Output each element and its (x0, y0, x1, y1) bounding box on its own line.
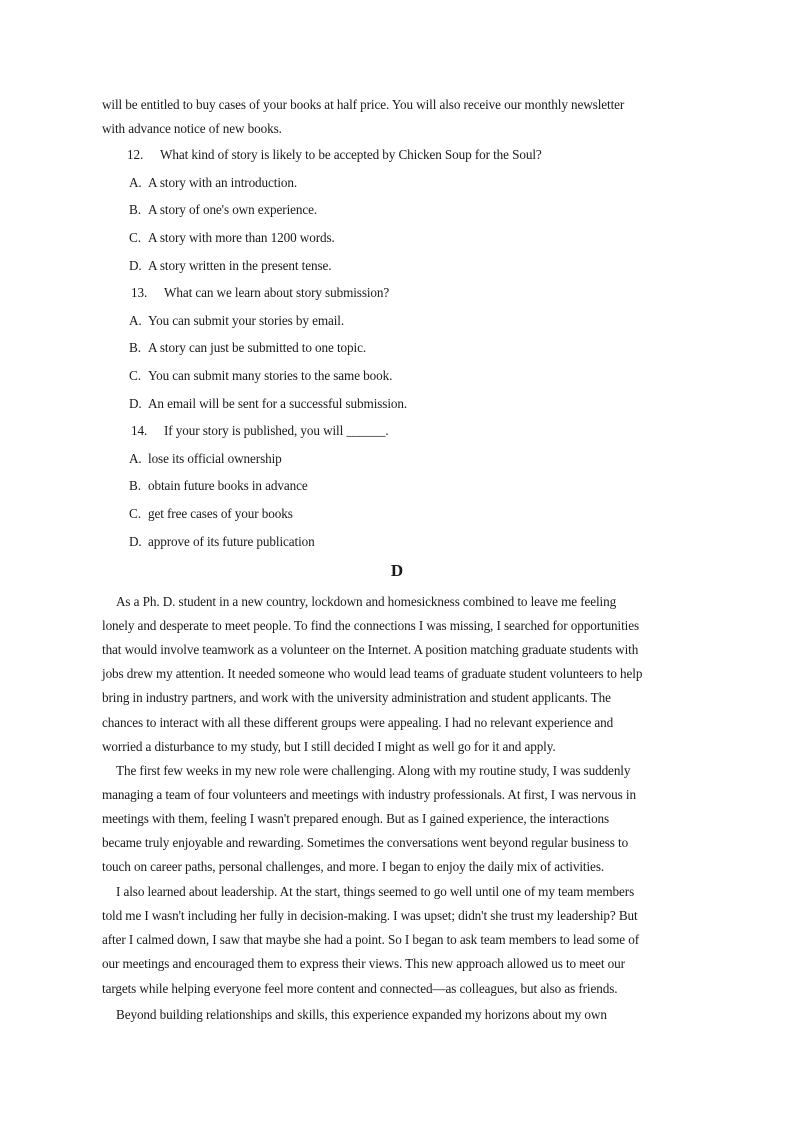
option-letter: D. (129, 258, 142, 273)
option-14d (129, 534, 315, 550)
passage-line: The first few weeks in my new role were challenging. Along with my routine study, I was suddenly (116, 763, 631, 778)
option-letter: A. (129, 313, 142, 328)
passage-line: that would involve teamwork as a volunteer on the Internet. A position matching graduate students with (102, 642, 639, 657)
option-text: approve of its future publication (148, 534, 315, 549)
option-letter: C. (129, 368, 141, 383)
option-letter: C. (129, 506, 141, 521)
option-letter: B. (129, 340, 141, 355)
option-12a (129, 175, 297, 191)
passage-line: lonely and desperate to meet people. To find the connections I was missing, I searched for opportunities (102, 618, 640, 633)
passage-line: after I calmed down, I saw that maybe she had a point. So I began to ask team members to lead some of (102, 932, 640, 947)
option-13d (129, 396, 407, 412)
question-13 (131, 285, 389, 301)
option-14b (129, 478, 308, 494)
option-text: You can submit many stories to the same book. (148, 368, 393, 383)
passage-line: managing a team of four volunteers and meetings with industry professionals. At first, I was nervous in (102, 787, 636, 802)
option-12c (129, 230, 335, 246)
passage-line: I also learned about leadership. At the start, things seemed to go well until one of my team members (116, 884, 635, 899)
option-text: An email will be sent for a successful submission. (148, 396, 408, 411)
intro-line: will be entitled to buy cases of your books at half price. You will also receive our monthly newsletter (102, 97, 625, 112)
option-13c (129, 368, 392, 384)
option-13b (129, 340, 366, 356)
option-letter: A. (129, 175, 142, 190)
passage-line: worried a disturbance to my study, but I still decided I might as well go for it and apply. (102, 739, 556, 754)
passage-line: told me I wasn't including her fully in decision-making. I was upset; didn't she trust my leadership? But (102, 908, 638, 923)
question-text: What kind of story is likely to be accepted by Chicken Soup for the Soul? (160, 147, 542, 162)
passage-line: meetings with them, feeling I wasn't prepared enough. But as I gained experience, the interactions (102, 811, 610, 826)
section-heading: D (390, 561, 404, 580)
passage-line: Beyond building relationships and skills, this experience expanded my horizons about my own (116, 1007, 607, 1022)
question-12 (127, 147, 542, 163)
option-letter: D. (129, 534, 142, 549)
option-letter: D. (129, 396, 142, 411)
question-text: If your story is published, you will ______. (164, 423, 389, 438)
option-text: get free cases of your books (148, 506, 293, 521)
option-letter: A. (129, 451, 142, 466)
option-14c (129, 506, 293, 522)
option-letter: B. (129, 478, 141, 493)
option-14a (129, 451, 282, 467)
question-number: 14. (131, 423, 148, 438)
question-text: What can we learn about story submission? (164, 285, 390, 300)
option-text: obtain future books in advance (148, 478, 308, 493)
passage-line: our meetings and encouraged them to express their views. This new approach allowed us to meet our (102, 956, 625, 971)
passage-line: targets while helping everyone feel more content and connected—as colleagues, but also as friends. (102, 981, 618, 996)
option-text: A story with more than 1200 words. (148, 230, 335, 245)
passage-line: bring in industry partners, and work with the university administration and student applicants. The (102, 690, 611, 705)
option-13a (129, 313, 344, 329)
option-text: A story written in the present tense. (148, 258, 332, 273)
passage-line: As a Ph. D. student in a new country, lockdown and homesickness combined to leave me feeling (116, 594, 617, 609)
option-12b (129, 202, 317, 218)
question-number: 12. (127, 147, 144, 162)
question-number: 13. (131, 285, 148, 300)
passage-line: became truly enjoyable and rewarding. Sometimes the conversations went beyond regular business to (102, 835, 629, 850)
passage-line: chances to interact with all these different groups were appealing. I had no relevant experience and (102, 715, 614, 730)
option-text: You can submit your stories by email. (148, 313, 345, 328)
option-text: A story with an introduction. (148, 175, 298, 190)
question-14 (131, 423, 389, 439)
option-text: A story can just be submitted to one topic. (148, 340, 367, 355)
intro-line: with advance notice of new books. (102, 121, 282, 136)
passage-line: touch on career paths, personal challenges, and more. I began to enjoy the daily mix of activities. (102, 859, 605, 874)
option-text: lose its official ownership (148, 451, 282, 466)
option-letter: B. (129, 202, 141, 217)
passage-line: jobs drew my attention. It needed someone who would lead teams of graduate student volunteers to help (102, 666, 643, 681)
option-letter: C. (129, 230, 141, 245)
option-text: A story of one's own experience. (148, 202, 318, 217)
option-12d (129, 258, 331, 274)
